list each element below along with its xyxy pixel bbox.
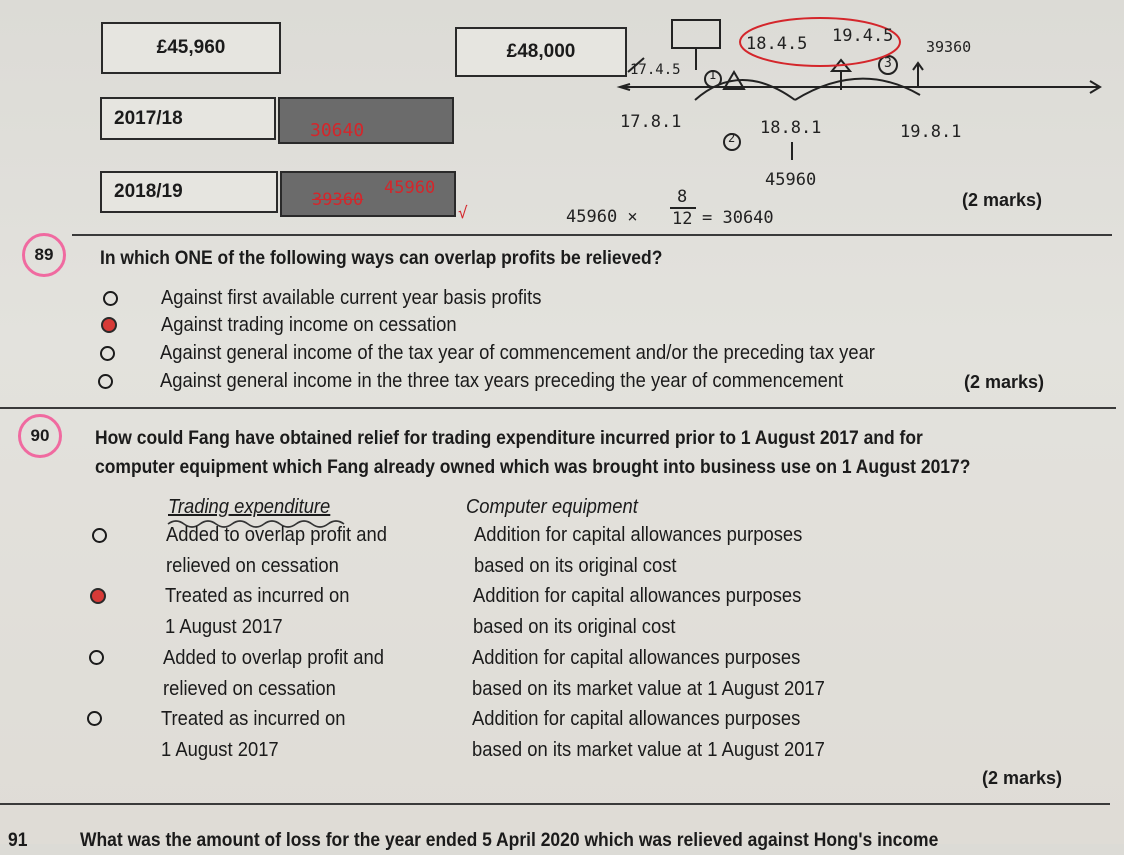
handwritten-corrected-value: 45960 (384, 178, 436, 198)
timeline-date-17-8-1: 17.8.1 (620, 112, 682, 132)
option-text-line: based on its market value at 1 August 2017 (472, 677, 825, 700)
question-91-text: What was the amount of loss for the year ended 5 April 2020 which was relieved against Hong's income (80, 830, 939, 851)
handwritten-struck-value: 39360 (312, 190, 364, 210)
year-label-box-1 (100, 97, 276, 140)
year-label: 2018/19 (114, 181, 183, 202)
option-text-line: based on its original cost (474, 554, 677, 577)
option-text-line: 1 August 2017 (161, 738, 279, 761)
question-number-text: 89 (34, 245, 54, 264)
option-text-line: 1 August 2017 (165, 615, 283, 638)
divider-q90 (0, 803, 1110, 805)
question-number-90 (18, 414, 62, 458)
answer-shaded-box-1[interactable] (278, 97, 454, 144)
question-90-line-2: computer equipment which Fang already owned which was brought into business use on 1 August 2017? (95, 457, 971, 478)
option-text-line: Addition for capital allowances purposes (473, 585, 802, 607)
option-text-line: Addition for capital allowances purposes (472, 708, 801, 730)
q89-option-4-label: Against general income in the three tax years preceding the year of commencement (160, 370, 844, 392)
fraction-denominator: 12 (672, 209, 693, 229)
q90-option-1-col1 (166, 520, 387, 581)
q90-option-2-col1 (165, 581, 349, 642)
q90-option-3-col2 (472, 643, 825, 704)
divider-q89 (0, 407, 1116, 409)
q90-option-4-radio[interactable] (87, 711, 102, 726)
option-text-line: based on its original cost (473, 615, 676, 638)
q88-marks: (2 marks) (962, 190, 1043, 210)
option-text-line: Added to overlap profit and (166, 524, 387, 546)
q89-option-2-radio[interactable] (101, 317, 117, 333)
handwritten-answer-1: 30640 (310, 120, 365, 141)
q90-col2-header: Computer equipment (466, 496, 638, 518)
year-label-box-2 (100, 171, 278, 213)
question-number-89 (22, 233, 66, 277)
timeline-date-19-4-5: 19.4.5 (832, 26, 894, 46)
question-89-text: In which ONE of the following ways can overlap profits be relieved? (100, 248, 663, 269)
check-mark: √ (458, 203, 468, 222)
q90-option-3-col1 (163, 643, 384, 704)
answer-amount-left: £45,960 (156, 37, 226, 58)
question-number-text: 90 (30, 426, 50, 445)
option-text-line: Addition for capital allowances purposes (474, 524, 803, 546)
q89-option-3-label: Against general income of the tax year of commencement and/or the preceding tax year (160, 342, 875, 364)
q90-option-1-radio[interactable] (92, 528, 107, 543)
divider-q88 (72, 234, 1112, 236)
answer-amount-right: £48,000 (506, 41, 576, 62)
q89-option-4-radio[interactable] (98, 374, 113, 389)
circled-number-2: 2 (728, 131, 736, 145)
q90-marks: (2 marks) (982, 768, 1063, 788)
timeline-amount-39360: 39360 (926, 38, 972, 56)
circled-number-1: 1 (709, 68, 717, 82)
option-text-line: Added to overlap profit and (163, 647, 384, 669)
timeline-date-17-4-5: 17.4.5 (630, 62, 681, 78)
q90-option-4-col2 (472, 704, 825, 765)
timeline-date-18-4-5: 18.4.5 (746, 34, 808, 54)
option-text-line: relieved on cessation (163, 677, 336, 700)
q90-option-1-col2 (474, 520, 802, 581)
circled-number-3: 3 (884, 56, 892, 71)
q89-option-3-radio[interactable] (100, 346, 115, 361)
q90-option-2-col2 (473, 581, 801, 642)
q89-option-2-label: Against trading income on cessation (161, 314, 457, 336)
q89-option-1-label: Against first available current year basis profits (161, 287, 542, 309)
q90-option-2-radio[interactable] (90, 588, 106, 604)
year-label: 2017/18 (114, 107, 183, 129)
q90-option-4-col1 (161, 704, 345, 765)
option-text-line: Treated as incurred on (165, 585, 350, 607)
option-text-line: based on its market value at 1 August 2017 (472, 738, 825, 761)
period-arc-2 (795, 79, 920, 100)
formula-left: 45960 × (566, 207, 638, 227)
question-number-91: 91 (8, 830, 28, 851)
timeline-date-18-8-1: 18.8.1 (760, 118, 822, 138)
answer-box-left (101, 22, 281, 74)
q90-col1-header: Trading expenditure (168, 496, 331, 518)
timeline-amount-45960: 45960 (765, 170, 817, 190)
q89-marks: (2 marks) (964, 372, 1045, 392)
sketch-box (672, 20, 720, 48)
fraction-numerator: 8 (677, 187, 688, 207)
option-text-line: Treated as incurred on (161, 708, 346, 730)
option-text-line: Addition for capital allowances purposes (472, 647, 801, 669)
option-text-line: relieved on cessation (166, 554, 339, 577)
question-90-line-1: How could Fang have obtained relief for trading expenditure incurred prior to 1 August 2017 and for (95, 428, 923, 449)
timeline-date-19-8-1: 19.8.1 (900, 122, 962, 142)
q90-option-3-radio[interactable] (89, 650, 104, 665)
q89-option-1-radio[interactable] (103, 291, 118, 306)
formula-right: = 30640 (702, 208, 774, 228)
